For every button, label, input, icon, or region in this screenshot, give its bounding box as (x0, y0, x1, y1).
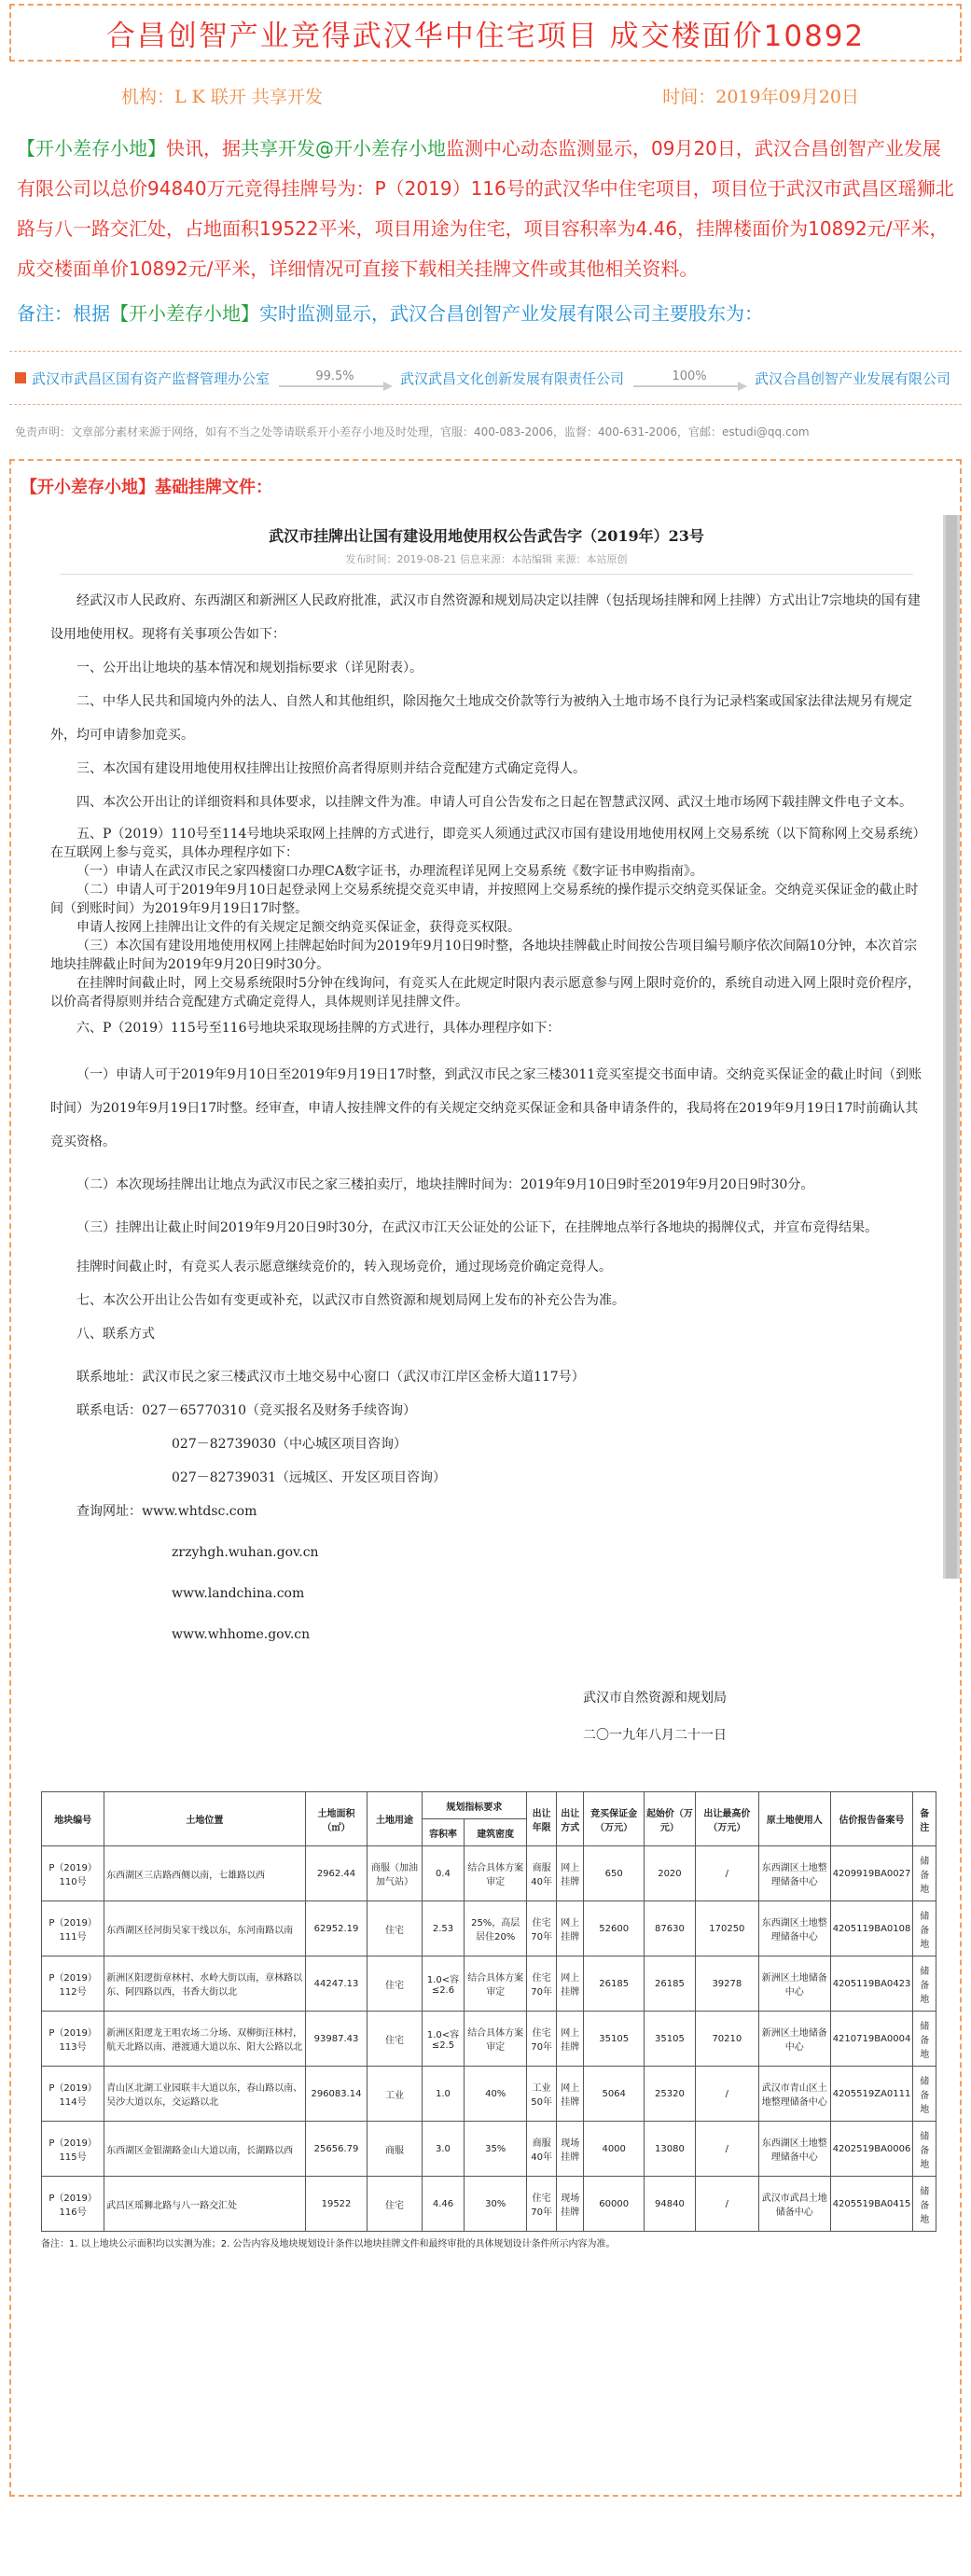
contact-website: www.whhome.gov.cn (172, 1627, 311, 1642)
intro-text-2: 监测中心动态监测显示，09月20日，武汉合昌创智产业发展有限公司以总价94840万元竞得挂牌号为：P（2019）116号的武汉华中住宅项目，项目位于武汉市武昌区瑶狮北路与八一路交汇处，占地面积19522平米，项目用途为住宅，项目容积率为4.46，挂牌楼面价为10892元/平米，成交楼面单价10892元/平米，详细情况可直接下载相关挂牌文件或其他相关资料。 (17, 137, 954, 280)
document-header: 【开小差存小地】基础挂牌文件： (21, 478, 272, 497)
table-header: 起始价（万元） (644, 1792, 695, 1846)
arrow-right-icon (279, 385, 391, 387)
org-label: 机构：L K 联开 共享开发 (121, 86, 323, 107)
shareholder-a[interactable]: 武汉市武昌区国有资产监督管理办公室 (32, 369, 270, 387)
table-header: 出让最高价（万元） (695, 1792, 758, 1846)
table-header: 建筑密度 (465, 1819, 527, 1846)
contact-phone: 027－82739031（远城区、开发区项目咨询） (172, 1470, 446, 1485)
disclaimer: 免责声明：文章部分素材来源于网络，如有不当之处等请联系开小差存小地及时处理，官服：400-083-2006，监督：400-631-2006，官邮：estudi@qq.com (15, 425, 810, 439)
table-cell: 网上挂牌 (557, 1901, 584, 1956)
intro-tag: 【开小差存小地】 (17, 137, 166, 160)
article (9, 4, 962, 2497)
table-cell: 网上挂牌 (557, 1846, 584, 1901)
contact-address: 联系地址：武汉市民之家三楼武汉市土地交易中心窗口（武汉市江岸区金桥大道117号） (76, 1370, 585, 1385)
doc-title: 武汉市挂牌出让国有建设用地使用权公告武告字（2019年）23号 (269, 527, 704, 545)
table-cell: 储备地 (913, 1846, 936, 1901)
table-cell: 93987.43 (305, 2012, 368, 2067)
table-cell: 住宅 (368, 1901, 422, 1956)
table-cell: 住宅70年 (527, 1956, 557, 2012)
table-cell: 结合具体方案审定 (465, 1846, 527, 1901)
table-row (42, 1846, 936, 1901)
table-cell: 商服40年 (527, 1846, 557, 1901)
table-row (42, 2177, 936, 2232)
table-cell: 网上挂牌 (557, 2067, 584, 2122)
intro-text-1: 快讯，据 (166, 137, 241, 160)
scrollbar[interactable] (943, 515, 960, 1579)
table-header: 土地面积（㎡） (305, 1792, 368, 1846)
table-cell: 住宅70年 (527, 2177, 557, 2232)
table-cell: 94840 (644, 2177, 695, 2232)
table-cell: 4205519ZA0111 (830, 2067, 913, 2122)
table-row (42, 2067, 936, 2122)
table-cell: 2020 (644, 1846, 695, 1901)
table-cell: 1.0 (422, 2067, 465, 2122)
table-cell: 4202519BA0006 (830, 2122, 913, 2177)
table-cell: 25%，高层居住20% (465, 1901, 527, 1956)
table-cell: 现场挂牌 (557, 2177, 584, 2232)
table-header: 原土地使用人 (758, 1792, 830, 1846)
table-cell: 62952.19 (305, 1901, 368, 1956)
shareholder-c[interactable]: 武汉合昌创智产业发展有限公司 (755, 369, 951, 387)
doc-subtitle: 发布时间：2019-08-21 信息来源：本站编辑 来源：本站原创 (60, 546, 913, 575)
share-arrow-1 (279, 369, 391, 387)
table-cell: 70210 (695, 2012, 758, 2067)
company-icon (15, 372, 26, 383)
doc-paragraph: （二）本次现场挂牌出让地点为武汉市民之家三楼拍卖厅，地块挂牌时间为：2019年9月10日9时至2019年9月20日9时30分。 (76, 1177, 814, 1192)
share-percent-2: 100% (672, 369, 707, 383)
shareholder-chain (9, 351, 962, 405)
table-header: 备注 (913, 1792, 936, 1846)
table-cell: 东西湖区土地整理储备中心 (758, 1901, 830, 1956)
table-cell: 4205119BA0423 (830, 1956, 913, 2012)
table-cell: 39278 (695, 1956, 758, 2012)
contact-website: www.landchina.com (172, 1586, 305, 1601)
table-cell: 25656.79 (305, 2122, 368, 2177)
table-cell: 26185 (584, 1956, 645, 2012)
table-cell: 结合具体方案审定 (465, 2012, 527, 2067)
table-row (42, 1901, 936, 1956)
table-cell: 东西湖区土地整理储备中心 (758, 2122, 830, 2177)
table-cell: 4205519BA0415 (830, 2177, 913, 2232)
table-header-row (42, 1792, 936, 1819)
table-cell: 35% (465, 2122, 527, 2177)
table-cell: 储备地 (913, 2012, 936, 2067)
table-cell: P（2019）114号 (42, 2067, 104, 2122)
table-cell: 东西湖区土地整理储备中心 (758, 1846, 830, 1901)
table-row (42, 2012, 936, 2067)
table-cell: 5064 (584, 2067, 645, 2122)
doc-paragraph: 二、中华人民共和国境内外的法人、自然人和其他组织，除因拖欠土地成交价款等行为被纳入土地市场不良行为记录档案或国家法律法规另有规定外，均可申请参加竞买。 (50, 694, 912, 743)
table-cell: 44247.13 (305, 1956, 368, 2012)
table-cell: 35105 (644, 2012, 695, 2067)
table-cell: P（2019）110号 (42, 1846, 104, 1901)
table-cell: 商服（加油加气站） (368, 1846, 422, 1901)
table-header: 出让年限 (527, 1792, 557, 1846)
doc-paragraph: 五、P（2019）110号至114号地块采取网上挂牌的方式进行，即竞买人须通过武汉市国有建设用地使用权网上交易系统（以下简称网上交易系统）在互联网上参与竞买，具体办理程序如下： (50, 827, 920, 860)
doc-paragraph: 挂牌时间截止时，有竞买人表示愿意继续竞价的，转入现场竞价，通过现场竞价确定竞得人。 (76, 1260, 612, 1274)
table-row (42, 1956, 936, 2012)
note-text-2: 实时监测显示，武汉合昌创智产业发展有限公司主要股东为： (259, 302, 763, 325)
doc-paragraph: （二）申请人可于2019年9月10日起登录网上交易系统提交竞买申请，并按照网上交易系统的操作提示交纳竞买保证金。交纳竞买保证金的截止时间（到账时间）为2019年9月19日17时整。 (50, 883, 919, 916)
signature-org: 武汉市自然资源和规划局 (583, 1691, 727, 1706)
table-cell: 170250 (695, 1901, 758, 1956)
table-cell: 40% (465, 2067, 527, 2122)
table-cell: 储备地 (913, 2177, 936, 2232)
note-text-1: 备注：根据 (17, 302, 110, 325)
table-cell: 武汉市武昌土地储备中心 (758, 2177, 830, 2232)
table-cell: 住宅70年 (527, 2012, 557, 2067)
doc-paragraph: 在挂牌时间截止时，网上交易系统限时5分钟在线询问，有竞买人在此规定时限内表示愿意参与网上限时竞价的，系统自动进入网上限时竞价程序，以价高者得原则并结合竞配建方式确定竞得人，具体规则详见挂牌文件。 (50, 976, 921, 1010)
table-cell: 0.4 (422, 1846, 465, 1901)
table-header: 估价报告备案号 (830, 1792, 913, 1846)
signature-date: 二〇一九年八月二十一日 (583, 1728, 727, 1743)
table-body (42, 1846, 936, 2232)
table-cell: 储备地 (913, 1956, 936, 2012)
table-cell: 网上挂牌 (557, 2012, 584, 2067)
doc-paragraph: （三）本次国有建设用地使用权网上挂牌起始时间为2019年9月10日9时整，各地块挂牌截止时间按公告项目编号顺序依次间隔10分钟，本次首宗地块挂牌截止时间为2019年9月20日9时30分。 (50, 939, 918, 972)
table-cell: / (695, 2177, 758, 2232)
table-cell: P（2019）116号 (42, 2177, 104, 2232)
table-cell: 4000 (584, 2122, 645, 2177)
table-header-group: 规划指标要求 (422, 1792, 526, 1819)
doc-paragraph: 八、联系方式 (76, 1327, 155, 1342)
arrow-right-icon (633, 385, 745, 387)
note-tag: 【开小差存小地】 (110, 302, 259, 325)
share-arrow-2 (633, 369, 745, 387)
headline: 合昌创智产业竞得武汉华中住宅项目 成交楼面价10892 (9, 4, 962, 62)
shareholder-b[interactable]: 武汉武昌文化创新发展有限责任公司 (400, 369, 625, 387)
table-cell: 工业50年 (527, 2067, 557, 2122)
article-meta (9, 62, 962, 129)
table-cell: 4205119BA0108 (830, 1901, 913, 1956)
contact-website: zrzyhgh.wuhan.gov.cn (172, 1545, 319, 1560)
listing-document-box (9, 459, 962, 2497)
table-cell: 4210719BA0004 (830, 2012, 913, 2067)
contact-phone: 联系电话：027－65770310（竞买报名及财务手续咨询） (76, 1403, 416, 1418)
table-cell: P（2019）115号 (42, 2122, 104, 2177)
table-cell: 住宅 (368, 2012, 422, 2067)
table-cell: 住宅 (368, 2177, 422, 2232)
scrollbar-thumb[interactable] (946, 515, 957, 1579)
table-cell: 87630 (644, 1901, 695, 1956)
doc-paragraph: （一）申请人可于2019年9月10日至2019年9月19日17时整，到武汉市民之家三楼3011竞买室提交书面申请。交纳竞买保证金的截止时间（到账时间）为2019年9月19日17时整。经审查，申请人按挂牌文件的有关规定交纳竞买保证金和具备申请条件的，我局将在2019年9月19日17时前确认其竞买资格。 (50, 1067, 922, 1149)
table-cell: 35105 (584, 2012, 645, 2067)
table-cell: 60000 (584, 2177, 645, 2232)
table-cell: 工业 (368, 2067, 422, 2122)
table-cell: 新洲区阳逻街章林村、水岭大街以南，章林路以东、阿四路以西，书香大街以北 (104, 1956, 306, 2012)
announcement-document (32, 515, 941, 2253)
table-cell: 网上挂牌 (557, 1956, 584, 2012)
table-cell: P（2019）111号 (42, 1901, 104, 1956)
table-cell: 东西湖区金银湖路金山大道以南，长湖路以西 (104, 2122, 306, 2177)
table-row (42, 2122, 936, 2177)
table-cell: 东西湖区三店路西侧以南，七雄路以西 (104, 1846, 306, 1901)
doc-paragraph: 三、本次国有建设用地使用权挂牌出让按照价高者得原则并结合竞配建方式确定竞得人。 (76, 761, 586, 776)
table-header: 竞买保证金（万元） (584, 1792, 645, 1846)
intro-source-link[interactable]: 共享开发@开小差存小地 (241, 137, 446, 160)
table-cell: 住宅70年 (527, 1901, 557, 1956)
table-cell: 1.0<容≤2.5 (422, 2012, 465, 2067)
table-cell: 4209919BA0027 (830, 1846, 913, 1901)
table-cell: 1.0<容≤2.6 (422, 1956, 465, 2012)
table-cell: 19522 (305, 2177, 368, 2232)
table-cell: 商服 (368, 2122, 422, 2177)
table-cell: 商服40年 (527, 2122, 557, 2177)
doc-paragraph: （一）申请人在武汉市民之家四楼窗口办理CA数字证书，办理流程详见网上交易系统《数字证书申购指南》。 (76, 864, 703, 879)
table-header: 土地用途 (368, 1792, 422, 1846)
doc-paragraph: 四、本次公开出让的详细资料和具体要求，以挂牌文件为准。申请人可自公告发布之日起在智慧武汉网、武汉土地市场网下载挂牌文件电子文本。 (76, 795, 912, 810)
table-cell: 30% (465, 2177, 527, 2232)
table-cell: 52600 (584, 1901, 645, 1956)
table-cell: / (695, 1846, 758, 1901)
table-cell: 2.53 (422, 1901, 465, 1956)
doc-paragraph: 经武汉市人民政府、东西湖区和新洲区人民政府批准，武汉市自然资源和规划局决定以挂牌（包括现场挂牌和网上挂牌）方式出让7宗地块的国有建设用地使用权。现将有关事项公告如下： (50, 593, 921, 642)
table-cell: 储备地 (913, 2067, 936, 2122)
table-cell: / (695, 2067, 758, 2122)
table-cell: / (695, 2122, 758, 2177)
time-label: 时间：2019年09月20日 (662, 86, 859, 107)
table-cell: 3.0 (422, 2122, 465, 2177)
intro-paragraph (9, 129, 962, 289)
shareholder-note (9, 289, 962, 332)
table-cell: 296083.14 (305, 2067, 368, 2122)
table-cell: P（2019）113号 (42, 2012, 104, 2067)
table-cell: 住宅 (368, 1956, 422, 2012)
table-cell: 青山区北湖工业园联丰大道以东，春山路以南、吴沙大道以东，交运路以北 (104, 2067, 306, 2122)
table-cell: 2962.44 (305, 1846, 368, 1901)
table-cell: 东西湖区径河街吴家干线以东，东河南路以南 (104, 1901, 306, 1956)
table-cell: 13080 (644, 2122, 695, 2177)
table-cell: 储备地 (913, 1901, 936, 1956)
doc-paragraph: （三）挂牌出让截止时间2019年9月20日9时30分，在武汉市江天公证处的公证下，在挂牌地点举行各地块的揭牌仪式，并宣布竞得结果。 (76, 1220, 879, 1235)
table-cell: 储备地 (913, 2122, 936, 2177)
table-cell: 新洲区阳逻龙王咀农场二分场、双柳街汪林村，航天北路以南、港渡通大道以东、阳大公路以北 (104, 2012, 306, 2067)
table-cell: 结合具体方案审定 (465, 1956, 527, 2012)
table-cell: 新洲区土地储备中心 (758, 2012, 830, 2067)
table-header: 土地位置 (104, 1792, 306, 1846)
table-header: 地块编号 (42, 1792, 104, 1846)
contact-website: 查询网址：www.whtdsc.com (76, 1504, 257, 1519)
table-cell: 650 (584, 1846, 645, 1901)
doc-body (32, 575, 941, 1651)
table-cell: 新洲区土地储备中心 (758, 1956, 830, 2012)
table-cell: 现场挂牌 (557, 2122, 584, 2177)
table-cell: P（2019）112号 (42, 1956, 104, 2012)
table-cell: 4.46 (422, 2177, 465, 2232)
doc-paragraph: 七、本次公开出让公告如有变更或补充，以武汉市自然资源和规划局网上发布的补充公告为准。 (76, 1293, 625, 1308)
table-cell: 武昌区瑶狮北路与八一路交汇处 (104, 2177, 306, 2232)
contact-phone: 027－82739030（中心城区项目咨询） (172, 1437, 407, 1452)
doc-paragraph: 申请人按网上挂牌出让文件的有关规定足额交纳竞买保证金，获得竞买权限。 (76, 920, 520, 935)
table-header: 出让方式 (557, 1792, 584, 1846)
table-note: 备注：1. 以上地块公示面积均以实测为准；2. 公告内容及地块规划设计条件以地块挂牌文件和最终审批的具体规划设计条件所示内容为准。 (41, 2239, 616, 2249)
share-percent-1: 99.5% (315, 369, 354, 383)
table-cell: 26185 (644, 1956, 695, 2012)
doc-paragraph: 一、公开出让地块的基本情况和规划指标要求（详见附表）。 (76, 661, 423, 675)
table-header: 容积率 (422, 1819, 465, 1846)
table-cell: 25320 (644, 2067, 695, 2122)
parcel-table (41, 1791, 936, 2232)
table-cell: 武汉市青山区土地整理储备中心 (758, 2067, 830, 2122)
doc-paragraph: 六、P（2019）115号至116号地块采取现场挂牌的方式进行，具体办理程序如下： (76, 1021, 561, 1036)
